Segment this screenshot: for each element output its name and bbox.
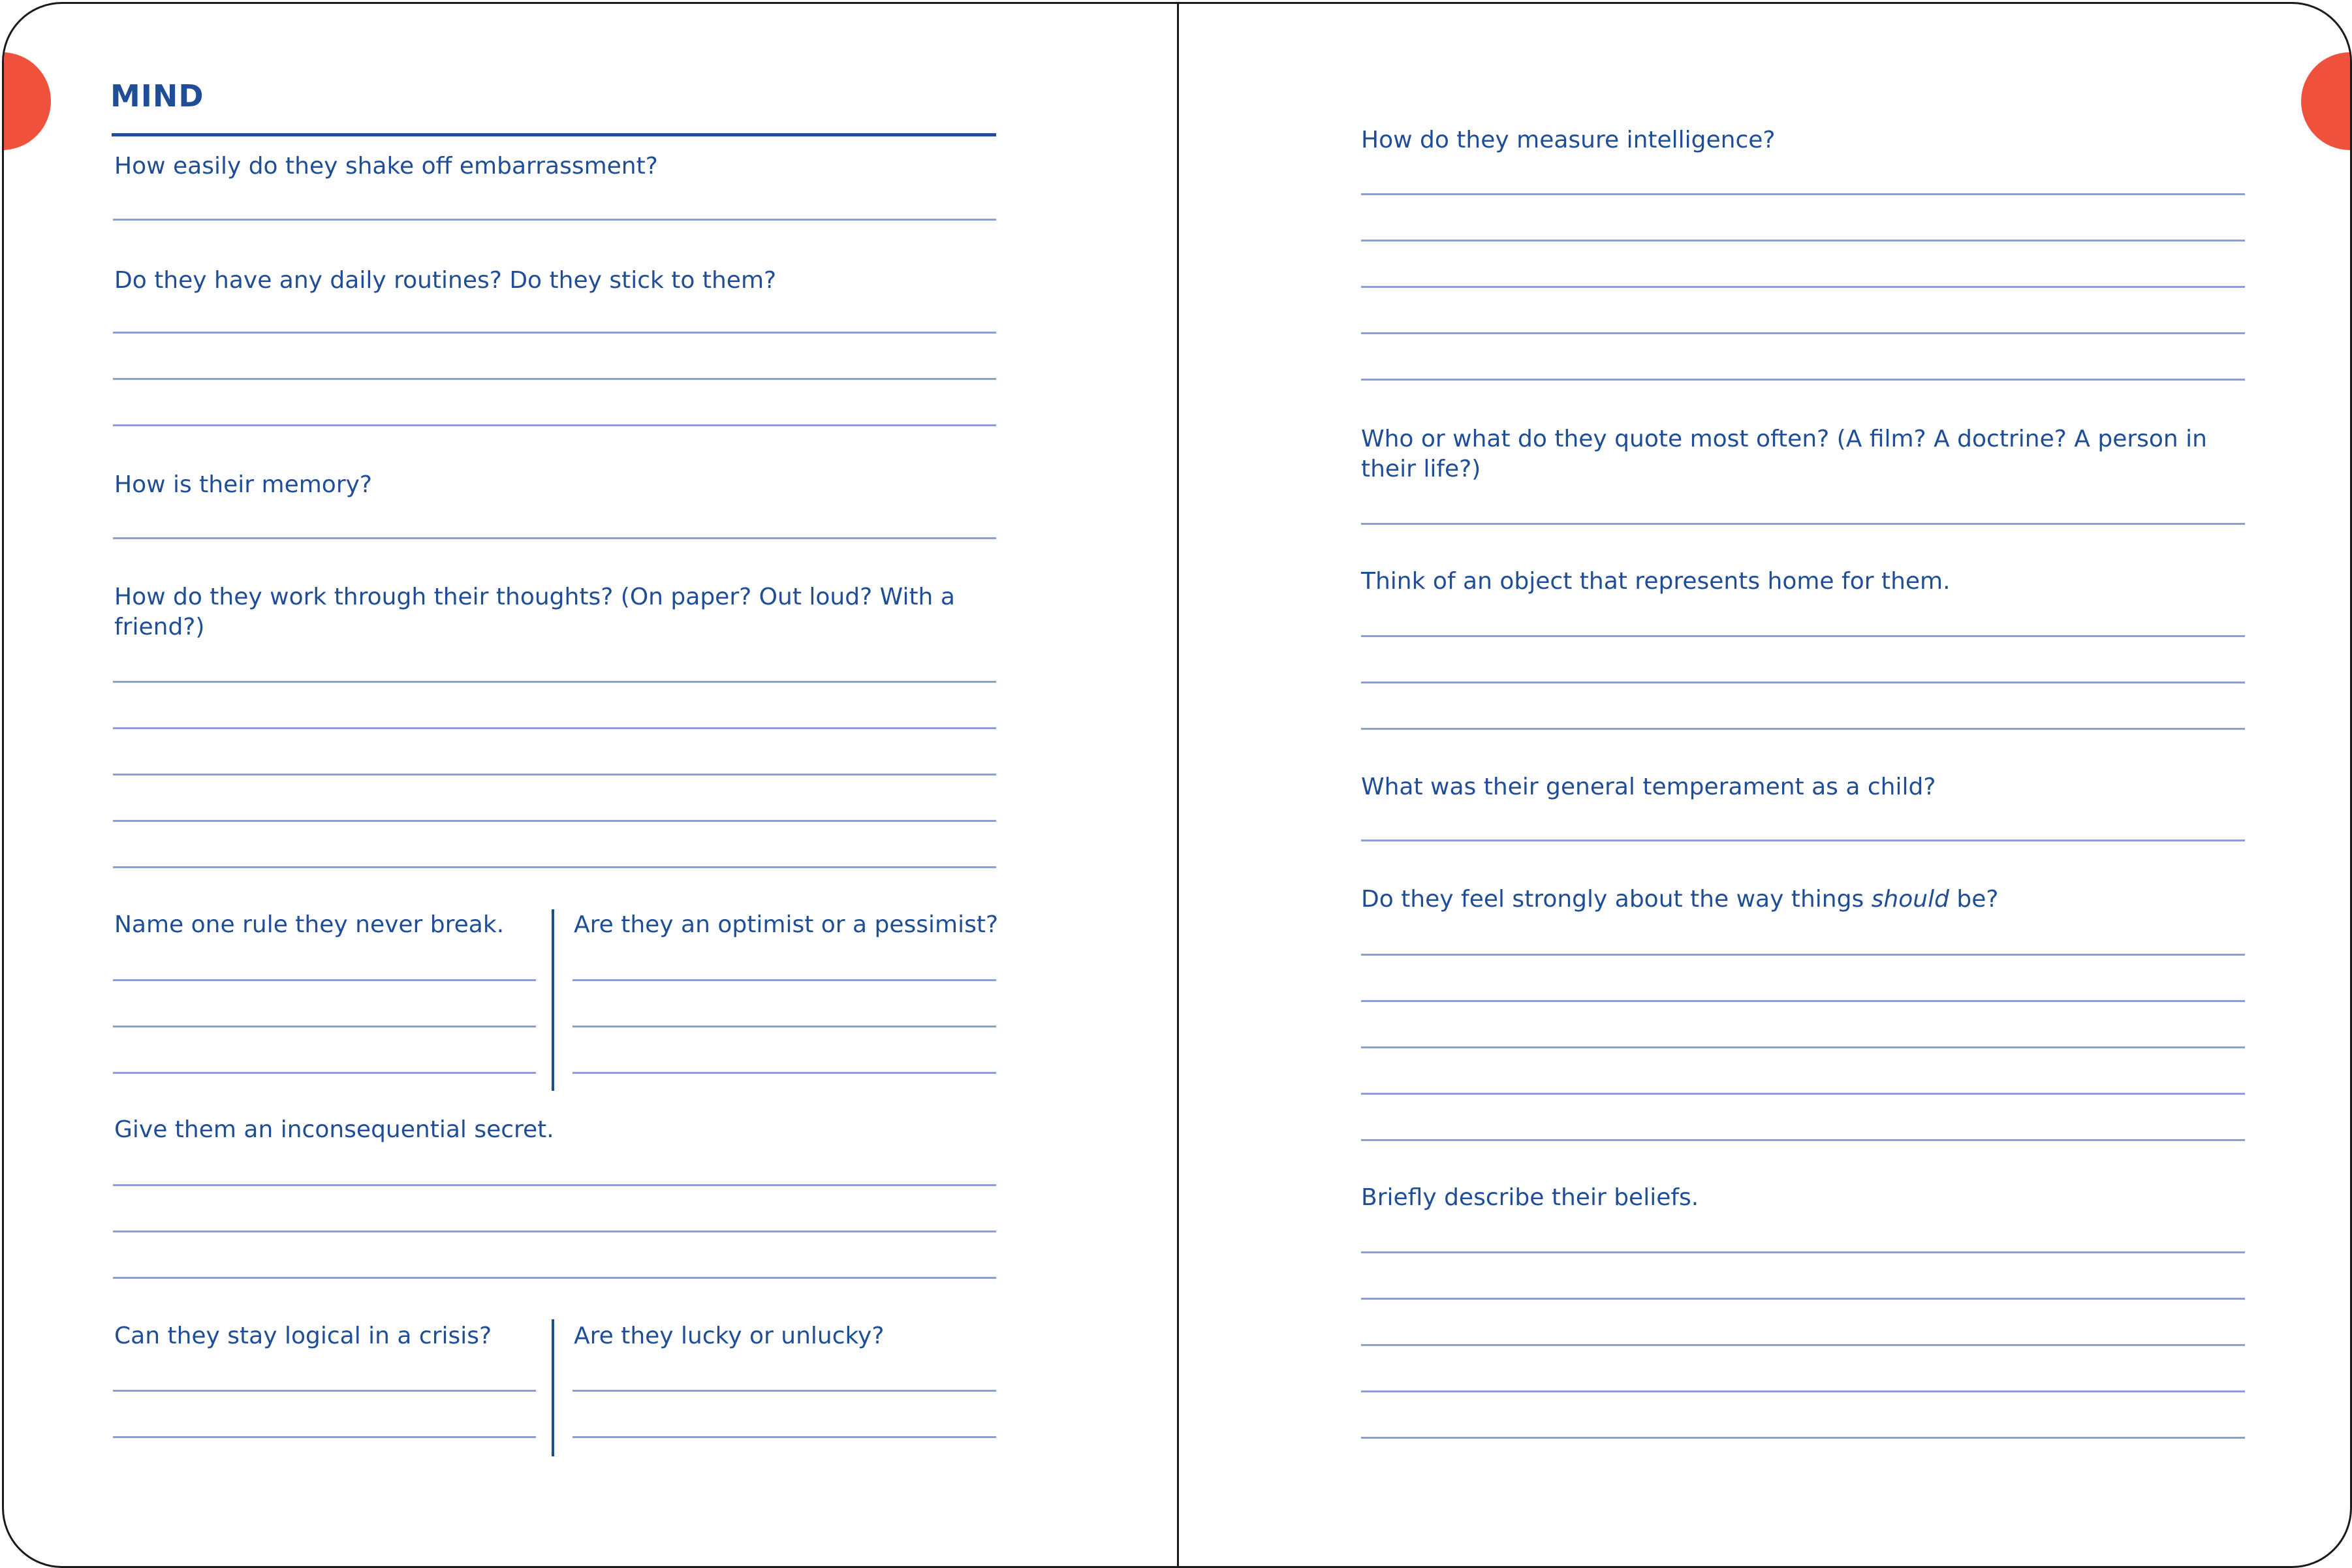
answer-line[interactable]	[1361, 1046, 2245, 1048]
question-embarrassment: How easily do they shake off embarrassment?	[114, 153, 658, 180]
answer-line[interactable]	[1361, 839, 2245, 841]
answer-line[interactable]	[1361, 1093, 2245, 1095]
answer-line[interactable]	[113, 820, 996, 822]
answer-line[interactable]	[113, 1390, 536, 1392]
question-work-through-thoughts: How do they work through their thoughts? (On paper? Out loud? With a friend?)	[114, 584, 955, 640]
answer-line[interactable]	[113, 1277, 996, 1279]
question-quote-most-often: Who or what do they quote most often? (A film? A doctrine? A person in their life?)	[1361, 426, 2207, 482]
right-tab-marker	[2301, 52, 2352, 150]
question-text-start: Do they feel strongly about the way things	[1361, 886, 1872, 913]
answer-line[interactable]	[1361, 523, 2245, 525]
question-object-home: Think of an object that represents home for them.	[1361, 568, 1951, 595]
answer-line[interactable]	[1361, 240, 2245, 242]
answer-line[interactable]	[113, 1072, 536, 1074]
column-divider	[552, 1319, 554, 1456]
answer-line[interactable]	[113, 1436, 536, 1438]
question-measure-intelligence: How do they measure intelligence?	[1361, 127, 1776, 153]
answer-line[interactable]	[1361, 1437, 2245, 1439]
answer-line[interactable]	[572, 979, 996, 981]
answer-line[interactable]	[1361, 1139, 2245, 1141]
left-page	[110, 4, 999, 1566]
answer-line[interactable]	[1361, 728, 2245, 730]
question-daily-routines: Do they have any daily routines? Do they stick to them?	[114, 267, 777, 294]
answer-line[interactable]	[1361, 1251, 2245, 1253]
answer-line[interactable]	[113, 1184, 996, 1186]
answer-line[interactable]	[1361, 379, 2245, 381]
answer-line[interactable]	[572, 1026, 996, 1027]
answer-line[interactable]	[1361, 332, 2245, 334]
answer-line[interactable]	[113, 424, 996, 426]
question-rule-never-break: Name one rule they never break.	[114, 911, 505, 938]
answer-line[interactable]	[1361, 1298, 2245, 1300]
question-inconsequential-secret: Give them an inconsequential secret.	[114, 1116, 554, 1143]
section-title-underline	[112, 133, 996, 136]
answer-line[interactable]	[113, 681, 996, 683]
answer-line[interactable]	[1361, 682, 2245, 683]
answer-line[interactable]	[1361, 286, 2245, 288]
answer-line[interactable]	[1361, 635, 2245, 637]
question-lucky-unlucky: Are they lucky or unlucky?	[574, 1323, 885, 1349]
book-spine	[1177, 4, 1179, 1566]
answer-line[interactable]	[113, 866, 996, 868]
question-memory: How is their memory?	[114, 471, 373, 498]
answer-line[interactable]	[1361, 954, 2245, 956]
question-logical-in-crisis: Can they stay logical in a crisis?	[114, 1323, 492, 1349]
journal-spread	[2, 2, 2352, 1568]
question-temperament-child: What was their general temperament as a child?	[1361, 774, 1936, 800]
answer-line[interactable]	[113, 727, 996, 729]
answer-line[interactable]	[1361, 1000, 2245, 1002]
question-optimist-pessimist: Are they an optimist or a pessimist?	[574, 911, 999, 938]
section-title: MIND	[110, 78, 204, 114]
answer-line[interactable]	[113, 219, 996, 221]
emphasis-should: should	[1871, 886, 1949, 913]
answer-line[interactable]	[113, 537, 996, 539]
answer-line[interactable]	[113, 774, 996, 776]
answer-line[interactable]	[1361, 1390, 2245, 1392]
question-text-end: be?	[1949, 886, 1999, 913]
left-tab-marker	[2, 52, 51, 150]
answer-line[interactable]	[572, 1436, 996, 1438]
answer-line[interactable]	[113, 979, 536, 981]
answer-line[interactable]	[572, 1072, 996, 1074]
answer-line[interactable]	[113, 1231, 996, 1232]
question-way-things-should-be	[1361, 885, 1999, 915]
question-describe-beliefs: Briefly describe their beliefs.	[1361, 1184, 1699, 1211]
answer-line[interactable]	[1361, 1344, 2245, 1346]
answer-line[interactable]	[1361, 193, 2245, 195]
answer-line[interactable]	[113, 332, 996, 334]
answer-line[interactable]	[113, 1026, 536, 1027]
right-page	[1361, 4, 2247, 1566]
answer-line[interactable]	[113, 378, 996, 380]
column-divider	[552, 909, 554, 1091]
answer-line[interactable]	[572, 1390, 996, 1392]
